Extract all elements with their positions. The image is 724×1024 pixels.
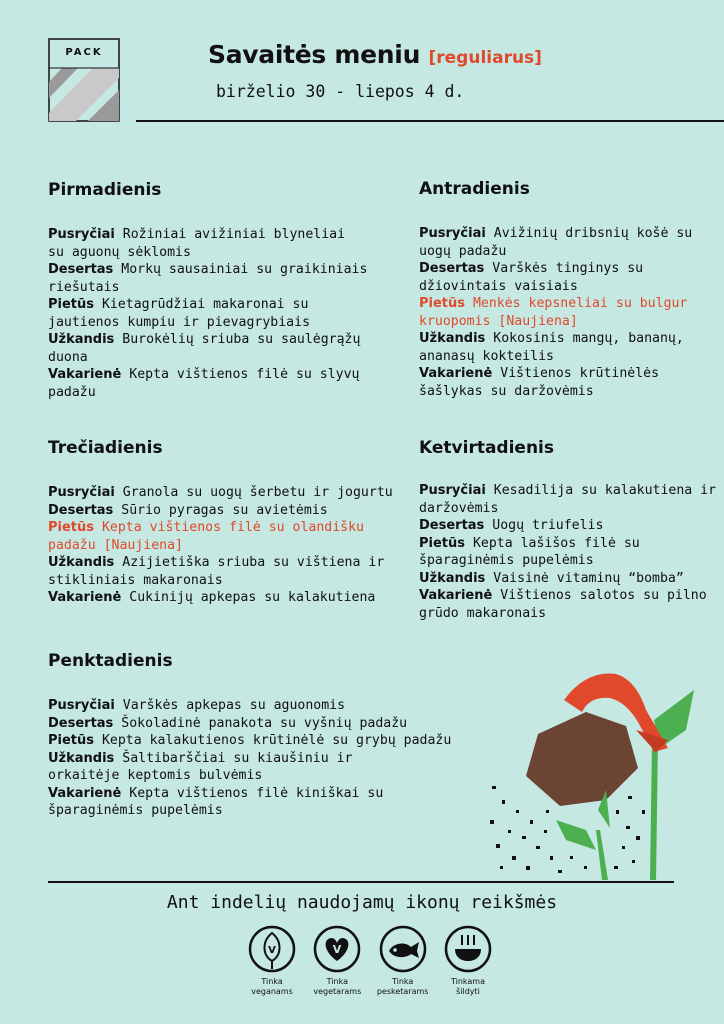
meal-lunch: Pietūs Kepta kalakutienos krūtinėlė su grybų padažu [48, 733, 452, 748]
day-title: Trečiadienis [48, 438, 163, 458]
meal-dinner: Vakarienė Vištienos salotos su pilno grūdo makaronais [419, 588, 707, 621]
svg-text:V: V [268, 945, 276, 956]
svg-text:PACK: PACK [65, 47, 103, 58]
meal-breakfast: Pusryčiai Rožiniai avižiniai blyneliai su aguonų sėklomis [48, 227, 346, 260]
date-range: birželio 30 - liepos 4 d. [216, 82, 465, 101]
meal-dinner: Vakarienė Kepta vištienos filė su slyvų padažu [48, 367, 360, 400]
meal-snack: Užkandis Vaisinė vitaminų “bomba” [419, 570, 684, 586]
meal-snack: Užkandis Azijietiška sriuba su vištiena ir stikliniais makaronais [48, 555, 385, 588]
title-text: Savaitės meniu [208, 40, 421, 69]
meal-dessert: Desertas Sūrio pyragas su avietėmis [48, 502, 328, 518]
vegan-leaf-icon [248, 925, 296, 973]
meal-dinner: Vakarienė Vištienos krūtinėlės šašlykas su daržovėmis [419, 366, 660, 399]
meal-dessert: Desertas Morkų sausainiai su graikiniais riešutais [48, 262, 368, 295]
meal-lunch: Pietūs Kepta lašišos filė su šparaginėmis pupelėmis [419, 535, 640, 568]
meal-dinner: Vakarienė Kepta vištienos filė kiniškai su šparaginėmis pupelėmis [48, 785, 384, 818]
legend-heatable [436, 925, 500, 997]
meal-breakfast: Pusryčiai Varškės apkepas su aguonomis [48, 698, 346, 713]
day-title: Pirmadienis [48, 180, 162, 200]
day-tuesday [419, 179, 719, 400]
legend-divider [48, 881, 674, 883]
day-title: Ketvirtadienis [419, 438, 554, 458]
legend-vegetarian [305, 925, 369, 997]
meal-snack: Užkandis Burokėlių sriuba su saulėgrąžų duona [48, 332, 361, 365]
decorative-illustration [486, 660, 706, 882]
meal-lunch-new: Pietūs Menkės kepsneliai su bulgur kruopomis [Naujiena] [419, 296, 688, 329]
legend-caption: Tinkama šildyti [450, 977, 485, 996]
day-title: Antradienis [419, 179, 530, 199]
meal-dessert: Desertas Varškės tinginys su džiovintais vaisiais [419, 261, 644, 294]
svg-text:V: V [333, 943, 342, 956]
legend-icons [240, 925, 500, 997]
meal-breakfast: Pusryčiai Granola su uogų šerbetu ir jogurtu [48, 485, 393, 500]
legend-pescatarian [371, 925, 435, 997]
legend-caption: Tinka vegetarams [313, 977, 362, 996]
day-friday [48, 651, 508, 820]
legend-title: Ant indelių naudojamų ikonų reikšmės [166, 892, 558, 913]
fish-icon [379, 925, 427, 973]
day-title: Penktadienis [48, 651, 173, 671]
pack-logo [48, 38, 120, 122]
day-thursday [419, 438, 719, 622]
page-title [208, 40, 542, 69]
meal-snack: Užkandis Šaltibarščiai su kiaušiniu ir orkaitėje keptomis bulvėmis [48, 750, 353, 783]
legend-caption: Tinka pesketarams [376, 977, 429, 996]
day-wednesday [48, 438, 408, 607]
title-tag: [reguliarus] [428, 48, 542, 68]
meal-lunch: Pietūs Kietagrūdžiai makaronai su jautienos kumpiu ir pievagrybiais [48, 297, 311, 330]
day-monday [48, 180, 368, 401]
meal-dessert: Desertas Uogų triufelis [419, 518, 604, 533]
meal-lunch-new: Pietūs Kepta vištienos filė su olandišku padažu [Naujiena] [48, 520, 364, 553]
legend-vegan [240, 925, 304, 997]
meal-dessert: Desertas Šokoladinė panakota su vyšnių padažu [48, 715, 408, 731]
heat-bowl-icon [444, 925, 492, 973]
meal-snack: Užkandis Kokosinis mangų, bananų, ananasų kokteilis [419, 331, 684, 364]
meal-breakfast: Pusryčiai Avižinių dribsnių košė su uogų padažu [419, 226, 693, 259]
meal-breakfast: Pusryčiai Kesadilija su kalakutiena ir daržovėmis [419, 483, 717, 516]
meal-dinner: Vakarienė Cukinijų apkepas su kalakutiena [48, 590, 376, 605]
legend-caption: Tinka veganams [251, 977, 293, 996]
header-divider [136, 120, 724, 122]
vegetarian-heart-icon [313, 925, 361, 973]
